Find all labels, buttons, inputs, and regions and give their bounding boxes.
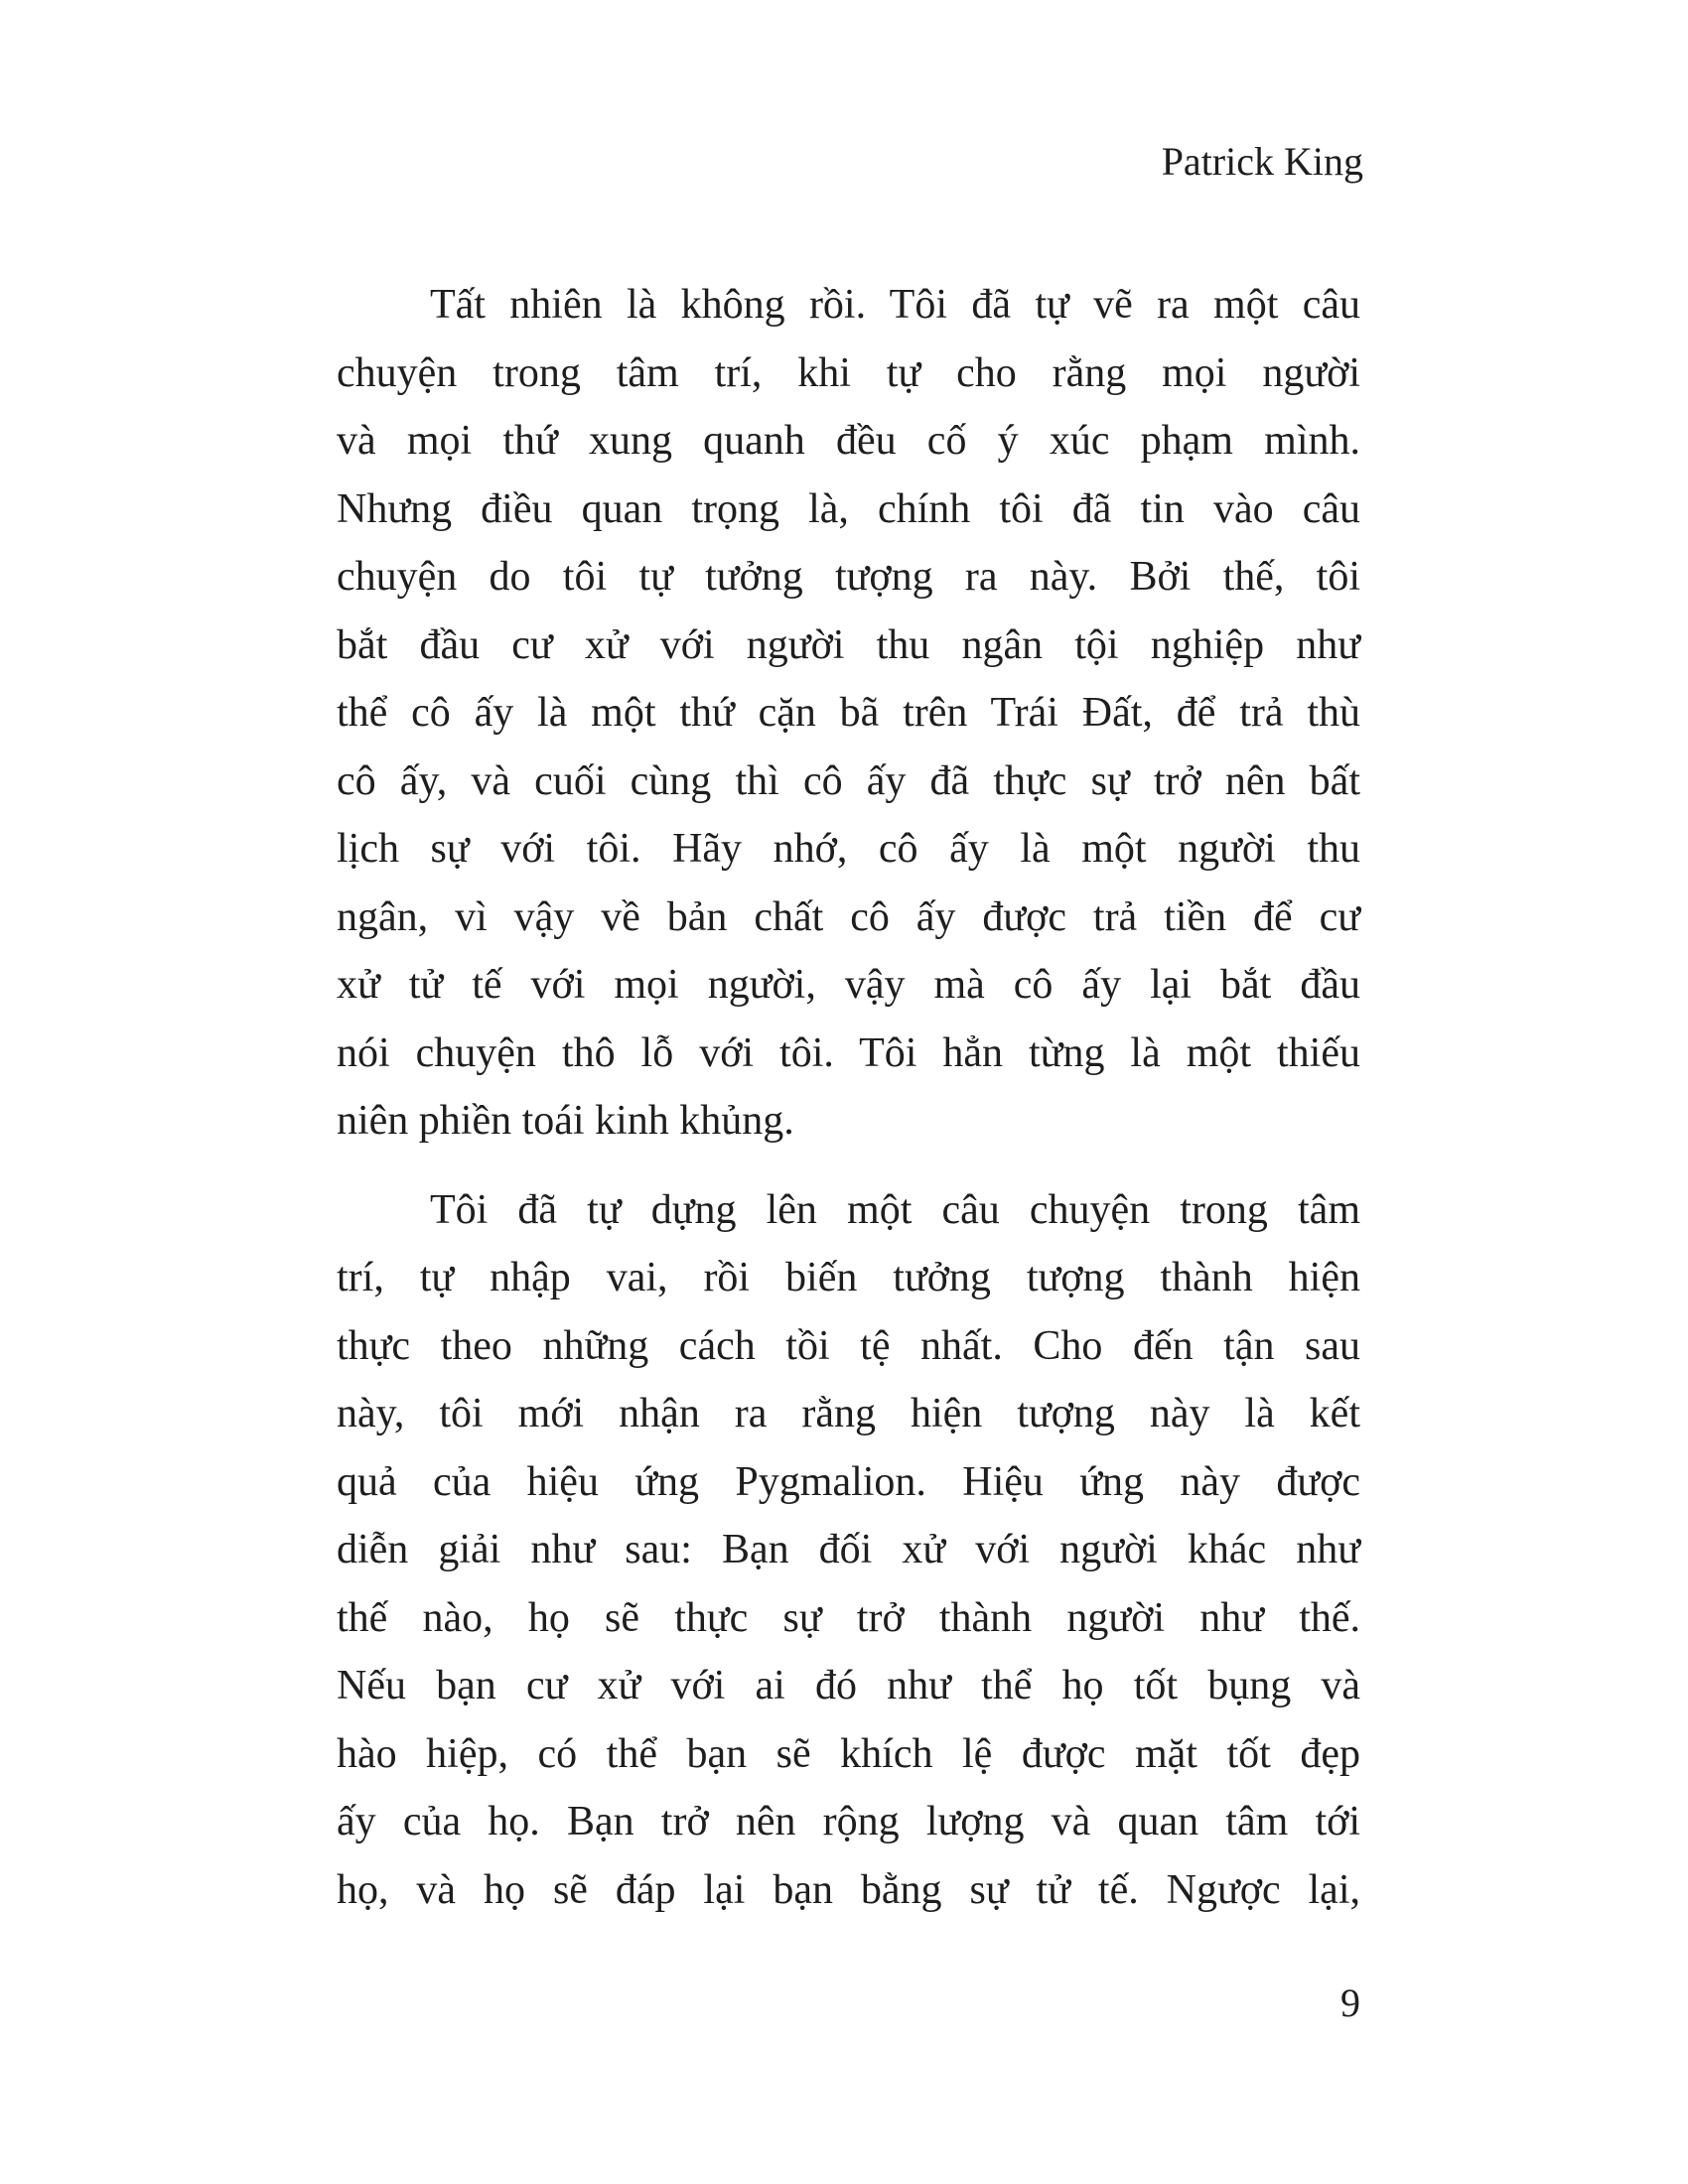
- running-header: Patrick King: [1161, 139, 1363, 184]
- text-line: ngân, vì vậy về bản chất cô ấy được trả tiền để cư: [337, 893, 1360, 940]
- text-line: nói chuyện thô lỗ với tôi. Tôi hẳn từng là một thiếu: [337, 1029, 1360, 1076]
- text-line: này, tôi mới nhận ra rằng hiện tượng này là kết: [337, 1391, 1360, 1436]
- text-line: chuyện trong tâm trí, khi tự cho rằng mọi người: [337, 349, 1360, 396]
- text-line: niên phiền toái kinh khủng.: [337, 1098, 794, 1144]
- text-line: và mọi thứ xung quanh đều cố ý xúc phạm mình.: [337, 418, 1360, 464]
- body-text: [337, 271, 1360, 1924]
- text-line: quả của hiệu ứng Pygmalion. Hiệu ứng này được: [337, 1458, 1360, 1505]
- text-line: thế nào, họ sẽ thực sự trở thành người như thế.: [337, 1594, 1360, 1641]
- paragraph: [337, 1176, 1360, 1925]
- text-line: cô ấy, và cuối cùng thì cô ấy đã thực sự trở nên bất: [337, 757, 1360, 804]
- text-line: trí, tự nhập vai, rồi biến tưởng tượng thành hiện: [337, 1255, 1360, 1300]
- text-line: xử tử tế với mọi người, vậy mà cô ấy lại bắt đầu: [337, 962, 1360, 1008]
- text-line: bắt đầu cư xử với người thu ngân tội nghiệp như: [337, 621, 1360, 668]
- text-line: hào hiệp, có thể bạn sẽ khích lệ được mặt tốt đẹp: [337, 1730, 1360, 1777]
- text-line: diễn giải như sau: Bạn đối xử với người khác như: [337, 1527, 1360, 1572]
- text-line: Nếu bạn cư xử với ai đó như thể họ tốt bụng và: [337, 1663, 1360, 1708]
- paragraph: [337, 271, 1360, 1156]
- text-line: ấy của họ. Bạn trở nên rộng lượng và quan tâm tới: [337, 1799, 1360, 1844]
- text-line: thực theo những cách tồi tệ nhất. Cho đến tận sau: [337, 1322, 1360, 1369]
- text-line: họ, và họ sẽ đáp lại bạn bằng sự tử tế. Ngược lại,: [337, 1866, 1360, 1913]
- text-line: thể cô ấy là một thứ cặn bã trên Trái Đất, để trả thù: [337, 690, 1360, 736]
- text-line: Tôi đã tự dựng lên một câu chuyện trong tâm: [430, 1186, 1360, 1233]
- text-line: chuyện do tôi tự tưởng tượng ra này. Bởi thế, tôi: [337, 554, 1360, 600]
- text-line: lịch sự với tôi. Hãy nhớ, cô ấy là một người thu: [337, 826, 1360, 872]
- text-line: Tất nhiên là không rồi. Tôi đã tự vẽ ra một câu: [430, 282, 1360, 328]
- text-line: Nhưng điều quan trọng là, chính tôi đã tin vào câu: [337, 485, 1360, 532]
- page-number: 9: [1340, 1980, 1360, 2025]
